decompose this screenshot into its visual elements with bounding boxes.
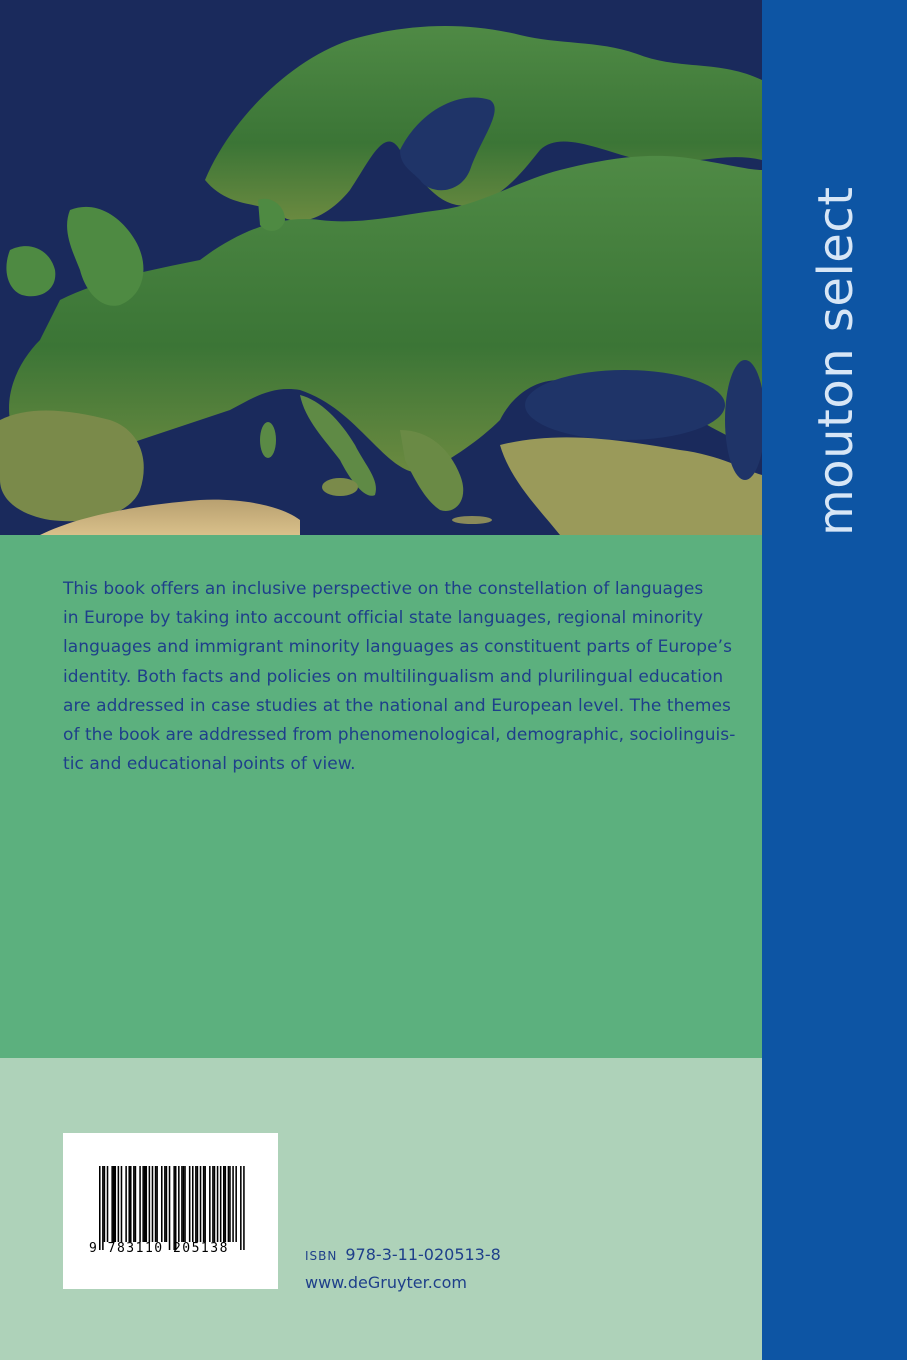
barcode-bar <box>107 1166 109 1242</box>
barcode-bar <box>164 1166 166 1242</box>
barcode-bar <box>204 1166 206 1242</box>
series-title: mouton select <box>808 186 864 536</box>
barcode-bar <box>200 1166 202 1242</box>
book-description <box>63 575 743 779</box>
barcode-bar <box>161 1166 163 1242</box>
barcode-bar <box>113 1166 115 1242</box>
publisher-website[interactable]: www.deGruyter.com <box>305 1273 467 1292</box>
isbn-value: 978-3-11-020513-8 <box>345 1245 501 1264</box>
barcode-bars <box>63 1133 278 1289</box>
europe-satellite-map <box>0 0 762 535</box>
barcode-bar <box>203 1166 205 1242</box>
barcode-bar <box>243 1166 245 1250</box>
blurb-line: tic and educational points of view. <box>63 754 356 775</box>
blurb-panel <box>0 535 762 1058</box>
barcode-bar <box>128 1166 130 1242</box>
blurb-line: This book offers an inclusive perspective on the constellation of languages <box>63 579 704 599</box>
barcode-bar <box>229 1166 231 1242</box>
barcode-bar <box>214 1166 216 1242</box>
barcode-bar <box>183 1166 185 1242</box>
barcode-bar <box>155 1166 157 1242</box>
barcode-bar <box>209 1166 211 1242</box>
barcode-bar <box>115 1166 117 1242</box>
europe-map-graphic <box>0 0 762 535</box>
barcode-bar <box>173 1166 175 1250</box>
barcode-bar <box>212 1166 214 1242</box>
barcode-bar <box>121 1166 123 1242</box>
barcode-bar <box>197 1166 199 1242</box>
barcode-bar <box>195 1166 197 1242</box>
barcode-bar <box>118 1166 120 1242</box>
barcode-bar <box>178 1166 180 1242</box>
barcode-bar <box>217 1166 219 1242</box>
barcode-bar <box>102 1166 104 1250</box>
barcode-bar <box>139 1166 141 1242</box>
barcode <box>63 1133 278 1289</box>
barcode-bar <box>144 1166 146 1242</box>
isbn <box>305 1245 501 1264</box>
barcode-bar <box>152 1166 154 1242</box>
barcode-bar <box>149 1166 151 1242</box>
barcode-bar <box>232 1166 234 1242</box>
barcode-bar <box>99 1166 101 1250</box>
barcode-bar <box>181 1166 183 1242</box>
barcode-bar <box>104 1166 106 1242</box>
blurb-line: identity. Both facts and policies on multilingualism and plurilingual education <box>63 666 724 687</box>
barcode-bar <box>130 1166 132 1242</box>
barcode-bar <box>166 1166 168 1242</box>
barcode-bar <box>133 1166 135 1242</box>
barcode-bar <box>184 1166 186 1242</box>
barcode-bar <box>235 1166 237 1242</box>
blurb-line: are addressed in case studies at the national and European level. The themes <box>63 695 731 716</box>
barcode-bar <box>135 1166 137 1242</box>
barcode-bar <box>240 1166 242 1250</box>
barcode-bar <box>125 1166 127 1242</box>
barcode-bar <box>146 1166 148 1242</box>
barcode-bar <box>189 1166 191 1242</box>
blurb-line: of the book are addressed from phenomenological, demographic, sociolinguis- <box>63 725 736 746</box>
barcode-bar <box>175 1166 177 1250</box>
barcode-bar <box>169 1166 171 1250</box>
barcode-bar <box>192 1166 194 1242</box>
barcode-bar <box>223 1166 225 1242</box>
barcode-bar <box>220 1166 222 1242</box>
blurb-line: in Europe by taking into account official state languages, regional minority <box>63 608 704 629</box>
barcode-digits: 9 783110 205138 <box>89 1241 229 1256</box>
barcode-bar <box>111 1166 113 1242</box>
barcode-bar <box>225 1166 227 1242</box>
barcode-bar <box>156 1166 158 1242</box>
isbn-label: ISBN <box>305 1249 338 1263</box>
barcode-bar <box>228 1166 230 1242</box>
blurb-line: languages and immigrant minority languages as constituent parts of Europe’s <box>63 637 733 658</box>
barcode-bar <box>142 1166 144 1242</box>
